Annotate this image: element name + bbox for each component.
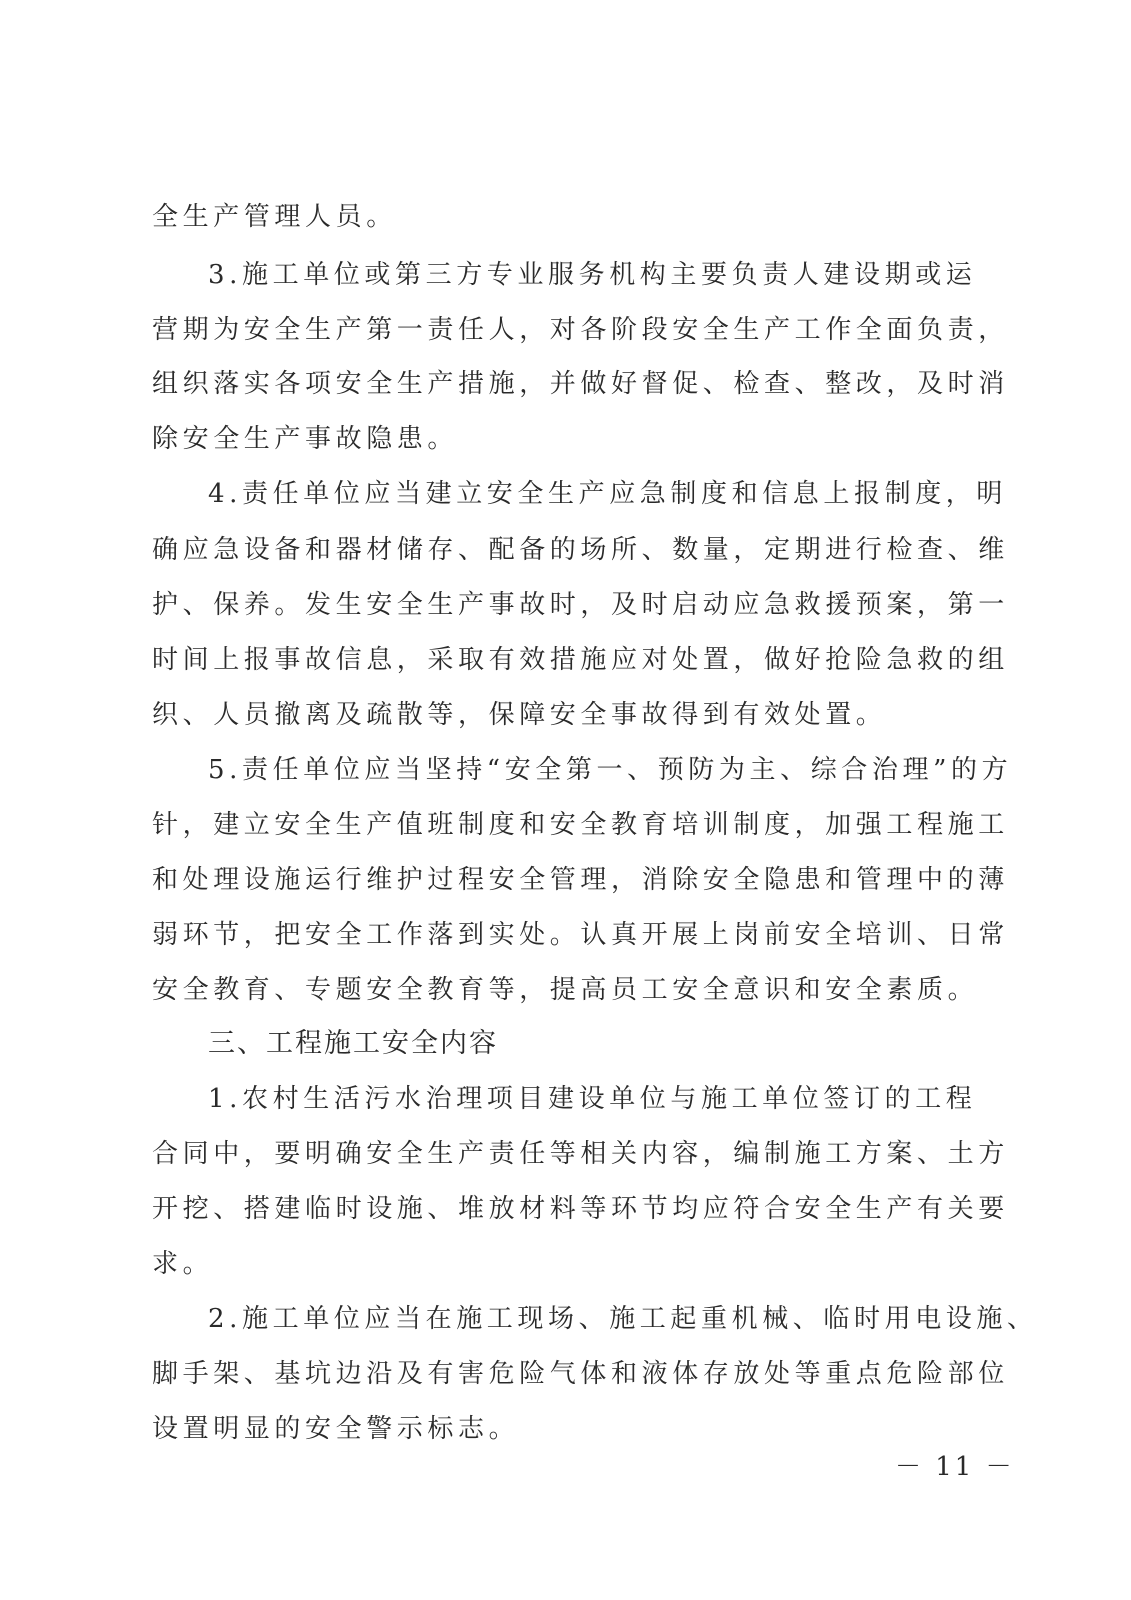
paragraph-line: 弱环节，把安全工作落到实处。认真开展上岗前安全培训、日常 [152, 920, 1009, 950]
page-number: － 11 － [895, 1452, 1015, 1482]
paragraph-line: 5.责任单位应当坚持“安全第一、预防为主、综合治理”的方 [208, 755, 1013, 785]
paragraph-line: 开挖、搭建临时设施、堆放材料等环节均应符合安全生产有关要 [152, 1194, 1009, 1224]
paragraph-line: 织、人员撤离及疏散等，保障安全事故得到有效处置。 [152, 700, 887, 730]
paragraph-line: 时间上报事故信息，采取有效措施应对处置，做好抢险急救的组 [152, 645, 1009, 675]
paragraph-line: 合同中，要明确安全生产责任等相关内容，编制施工方案、土方 [152, 1139, 1009, 1169]
paragraph-line: 全生产管理人员。 [152, 202, 397, 232]
paragraph-line: 脚手架、基坑边沿及有害危险气体和液体存放处等重点危险部位 [152, 1359, 1009, 1389]
paragraph-line: 护、保养。发生安全生产事故时，及时启动应急救援预案，第一 [152, 590, 1009, 620]
paragraph-line: 2.施工单位应当在施工现场、施工起重机械、临时用电设施、 [208, 1304, 1038, 1334]
paragraph-line: 安全教育、专题安全教育等，提高员工安全意识和安全素质。 [152, 975, 979, 1005]
paragraph-line: 针，建立安全生产值班制度和安全教育培训制度，加强工程施工 [152, 810, 1009, 840]
paragraph-line: 除安全生产事故隐患。 [152, 424, 459, 454]
paragraph-line: 4.责任单位应当建立安全生产应急制度和信息上报制度，明 [208, 479, 1008, 509]
paragraph-line: 1.农村生活污水治理项目建设单位与施工单位签订的工程 [208, 1084, 977, 1114]
paragraph-line: 求。 [152, 1249, 214, 1279]
paragraph-line: 和处理设施运行维护过程安全管理，消除安全隐患和管理中的薄 [152, 865, 1009, 895]
paragraph-line: 组织落实各项安全生产措施，并做好督促、检查、整改，及时消 [152, 369, 1009, 399]
paragraph-line: 确应急设备和器材储存、配备的场所、数量，定期进行检查、维 [152, 535, 1009, 565]
paragraph-line: 3.施工单位或第三方专业服务机构主要负责人建设期或运 [208, 260, 977, 290]
paragraph-line: 设置明显的安全警示标志。 [152, 1414, 520, 1444]
section-heading: 三、工程施工安全内容 [208, 1028, 498, 1059]
paragraph-line: 营期为安全生产第一责任人，对各阶段安全生产工作全面负责， [152, 315, 1009, 345]
